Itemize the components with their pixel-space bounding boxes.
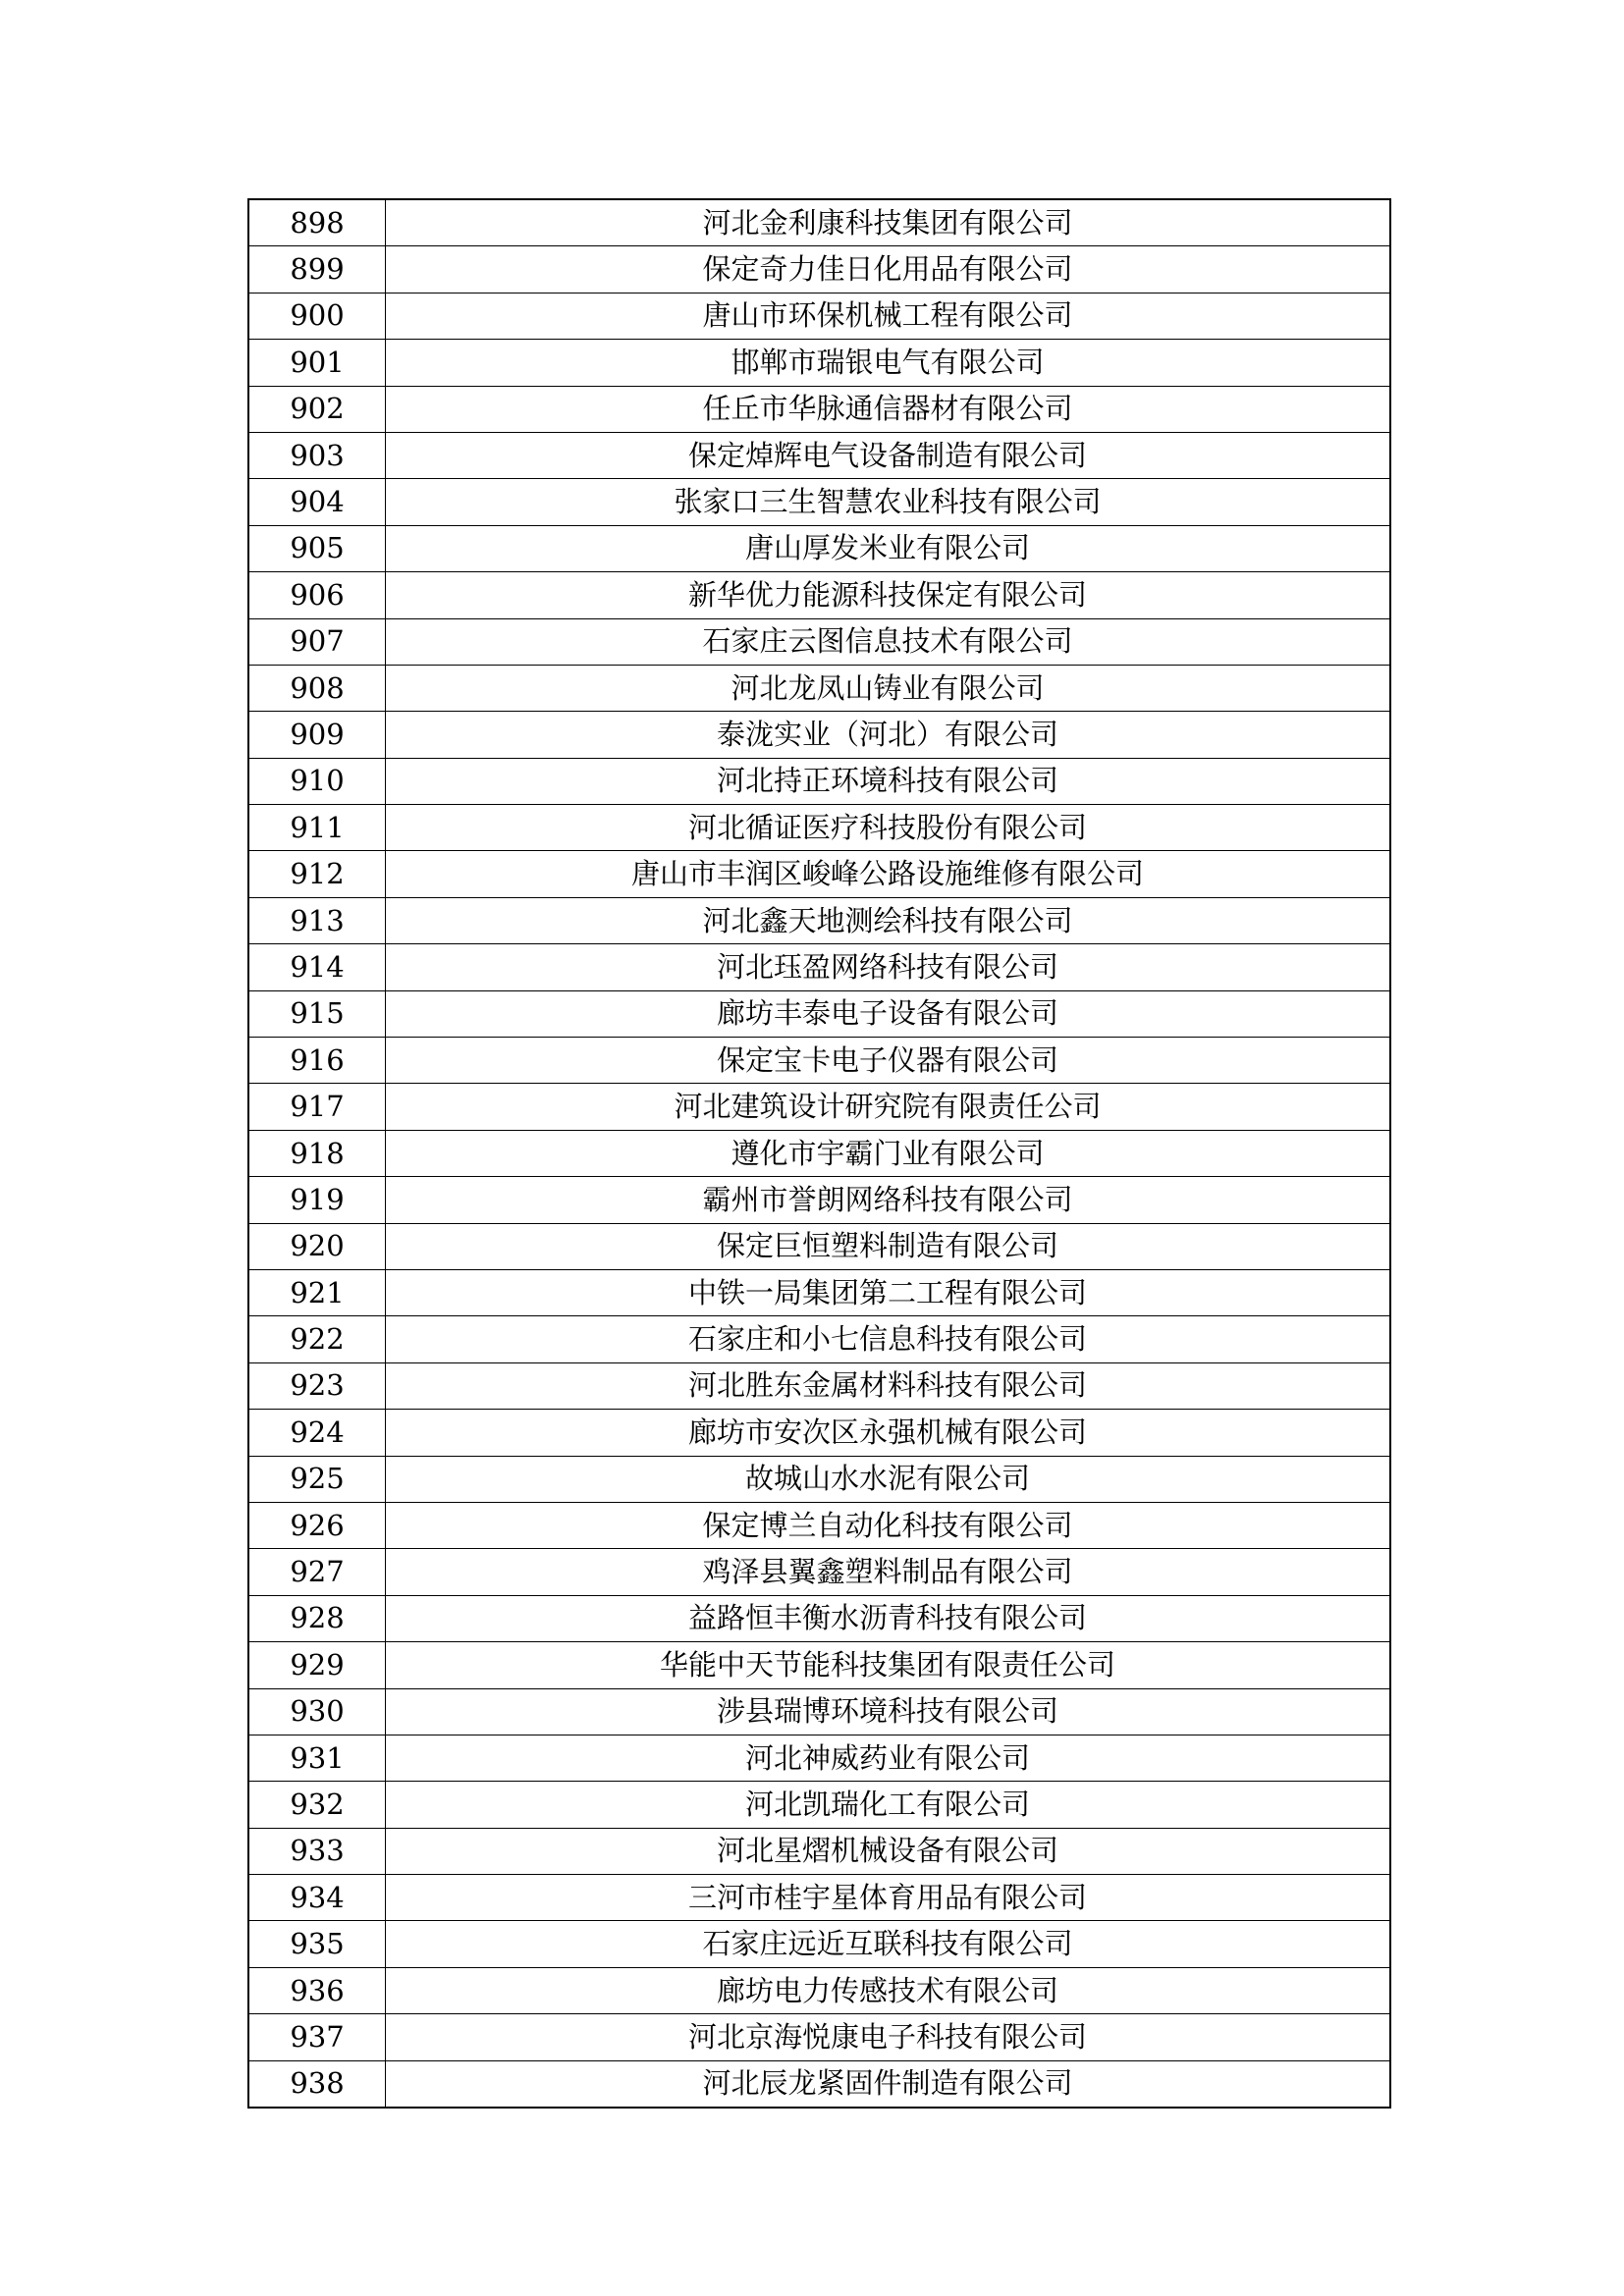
row-number: 936 bbox=[248, 1967, 386, 2013]
table-row bbox=[248, 293, 1390, 339]
company-name: 河北建筑设计研究院有限责任公司 bbox=[386, 1084, 1391, 1130]
company-list-table bbox=[247, 198, 1391, 2109]
company-name: 中铁一局集团第二工程有限公司 bbox=[386, 1269, 1391, 1315]
row-number: 899 bbox=[248, 246, 386, 293]
table-body bbox=[248, 199, 1390, 2108]
row-number: 929 bbox=[248, 1642, 386, 1688]
row-number: 905 bbox=[248, 525, 386, 571]
row-number: 918 bbox=[248, 1130, 386, 1176]
row-number: 915 bbox=[248, 990, 386, 1037]
company-name: 三河市桂宇星体育用品有限公司 bbox=[386, 1875, 1391, 1921]
table-row bbox=[248, 2060, 1390, 2108]
company-name: 保定巨恒塑料制造有限公司 bbox=[386, 1223, 1391, 1269]
table-row bbox=[248, 1084, 1390, 1130]
company-name: 故城山水水泥有限公司 bbox=[386, 1456, 1391, 1502]
row-number: 927 bbox=[248, 1549, 386, 1595]
company-name: 河北京海悦康电子科技有限公司 bbox=[386, 2014, 1391, 2060]
company-name: 张家口三生智慧农业科技有限公司 bbox=[386, 479, 1391, 525]
table-row bbox=[248, 1177, 1390, 1223]
table-row bbox=[248, 851, 1390, 897]
row-number: 930 bbox=[248, 1688, 386, 1735]
company-name: 廊坊市安次区永强机械有限公司 bbox=[386, 1410, 1391, 1456]
row-number: 935 bbox=[248, 1921, 386, 1967]
table-row bbox=[248, 1595, 1390, 1641]
company-name: 石家庄和小七信息科技有限公司 bbox=[386, 1316, 1391, 1362]
company-name: 河北星熠机械设备有限公司 bbox=[386, 1828, 1391, 1874]
row-number: 919 bbox=[248, 1177, 386, 1223]
company-name: 河北鑫天地测绘科技有限公司 bbox=[386, 897, 1391, 943]
row-number: 917 bbox=[248, 1084, 386, 1130]
table-row bbox=[248, 990, 1390, 1037]
table-row bbox=[248, 432, 1390, 478]
row-number: 916 bbox=[248, 1038, 386, 1084]
table-row bbox=[248, 386, 1390, 432]
row-number: 921 bbox=[248, 1269, 386, 1315]
table-row bbox=[248, 246, 1390, 293]
table-row bbox=[248, 1456, 1390, 1502]
company-name: 河北珏盈网络科技有限公司 bbox=[386, 944, 1391, 990]
company-name: 涉县瑞博环境科技有限公司 bbox=[386, 1688, 1391, 1735]
company-name: 保定焯辉电气设备制造有限公司 bbox=[386, 432, 1391, 478]
company-name: 遵化市宇霸门业有限公司 bbox=[386, 1130, 1391, 1176]
row-number: 909 bbox=[248, 712, 386, 758]
company-name: 保定宝卡电子仪器有限公司 bbox=[386, 1038, 1391, 1084]
table-row bbox=[248, 618, 1390, 665]
company-name: 河北凯瑞化工有限公司 bbox=[386, 1782, 1391, 1828]
company-name: 河北金利康科技集团有限公司 bbox=[386, 199, 1391, 246]
table-row bbox=[248, 340, 1390, 386]
row-number: 904 bbox=[248, 479, 386, 525]
company-name: 保定博兰自动化科技有限公司 bbox=[386, 1502, 1391, 1548]
company-name: 河北辰龙紧固件制造有限公司 bbox=[386, 2060, 1391, 2108]
company-name: 唐山市丰润区峻峰公路设施维修有限公司 bbox=[386, 851, 1391, 897]
company-name: 华能中天节能科技集团有限责任公司 bbox=[386, 1642, 1391, 1688]
table-row bbox=[248, 1362, 1390, 1409]
company-name: 河北持正环境科技有限公司 bbox=[386, 758, 1391, 804]
company-name: 石家庄远近互联科技有限公司 bbox=[386, 1921, 1391, 1967]
table-row bbox=[248, 1642, 1390, 1688]
company-name: 唐山厚发米业有限公司 bbox=[386, 525, 1391, 571]
company-name: 廊坊电力传感技术有限公司 bbox=[386, 1967, 1391, 2013]
table-row bbox=[248, 199, 1390, 246]
row-number: 934 bbox=[248, 1875, 386, 1921]
row-number: 907 bbox=[248, 618, 386, 665]
company-name: 河北龙凤山铸业有限公司 bbox=[386, 665, 1391, 711]
row-number: 900 bbox=[248, 293, 386, 339]
company-name: 唐山市环保机械工程有限公司 bbox=[386, 293, 1391, 339]
table-row bbox=[248, 1038, 1390, 1084]
table-row bbox=[248, 1502, 1390, 1548]
row-number: 925 bbox=[248, 1456, 386, 1502]
row-number: 912 bbox=[248, 851, 386, 897]
table-row bbox=[248, 1967, 1390, 2013]
row-number: 920 bbox=[248, 1223, 386, 1269]
table-row bbox=[248, 944, 1390, 990]
company-name: 河北循证医疗科技股份有限公司 bbox=[386, 805, 1391, 851]
row-number: 932 bbox=[248, 1782, 386, 1828]
table-row bbox=[248, 1782, 1390, 1828]
company-name: 保定奇力佳日化用品有限公司 bbox=[386, 246, 1391, 293]
row-number: 926 bbox=[248, 1502, 386, 1548]
table-row bbox=[248, 525, 1390, 571]
company-name: 邯郸市瑞银电气有限公司 bbox=[386, 340, 1391, 386]
row-number: 928 bbox=[248, 1595, 386, 1641]
row-number: 933 bbox=[248, 1828, 386, 1874]
table-row bbox=[248, 897, 1390, 943]
table-row bbox=[248, 572, 1390, 618]
company-name: 霸州市誉朗网络科技有限公司 bbox=[386, 1177, 1391, 1223]
row-number: 924 bbox=[248, 1410, 386, 1456]
table-row bbox=[248, 1828, 1390, 1874]
row-number: 898 bbox=[248, 199, 386, 246]
company-name: 泰泷实业（河北）有限公司 bbox=[386, 712, 1391, 758]
row-number: 903 bbox=[248, 432, 386, 478]
row-number: 906 bbox=[248, 572, 386, 618]
row-number: 923 bbox=[248, 1362, 386, 1409]
table-row bbox=[248, 1316, 1390, 1362]
table-row bbox=[248, 665, 1390, 711]
company-name: 河北胜东金属材料科技有限公司 bbox=[386, 1362, 1391, 1409]
table-row bbox=[248, 1223, 1390, 1269]
table-row bbox=[248, 1875, 1390, 1921]
table-row bbox=[248, 1921, 1390, 1967]
row-number: 922 bbox=[248, 1316, 386, 1362]
company-name: 新华优力能源科技保定有限公司 bbox=[386, 572, 1391, 618]
table-row bbox=[248, 1130, 1390, 1176]
row-number: 931 bbox=[248, 1735, 386, 1781]
table-row bbox=[248, 758, 1390, 804]
company-name: 任丘市华脉通信器材有限公司 bbox=[386, 386, 1391, 432]
row-number: 913 bbox=[248, 897, 386, 943]
row-number: 914 bbox=[248, 944, 386, 990]
row-number: 901 bbox=[248, 340, 386, 386]
row-number: 911 bbox=[248, 805, 386, 851]
company-name: 益路恒丰衡水沥青科技有限公司 bbox=[386, 1595, 1391, 1641]
table-row bbox=[248, 1735, 1390, 1781]
row-number: 902 bbox=[248, 386, 386, 432]
row-number: 937 bbox=[248, 2014, 386, 2060]
company-name: 廊坊丰泰电子设备有限公司 bbox=[386, 990, 1391, 1037]
row-number: 938 bbox=[248, 2060, 386, 2108]
table-row bbox=[248, 805, 1390, 851]
table-row bbox=[248, 1410, 1390, 1456]
company-name: 河北神威药业有限公司 bbox=[386, 1735, 1391, 1781]
table-row bbox=[248, 1269, 1390, 1315]
table-row bbox=[248, 1688, 1390, 1735]
company-name: 鸡泽县翼鑫塑料制品有限公司 bbox=[386, 1549, 1391, 1595]
row-number: 908 bbox=[248, 665, 386, 711]
company-name: 石家庄云图信息技术有限公司 bbox=[386, 618, 1391, 665]
table-row bbox=[248, 2014, 1390, 2060]
table-row bbox=[248, 712, 1390, 758]
row-number: 910 bbox=[248, 758, 386, 804]
table-row bbox=[248, 479, 1390, 525]
table-row bbox=[248, 1549, 1390, 1595]
